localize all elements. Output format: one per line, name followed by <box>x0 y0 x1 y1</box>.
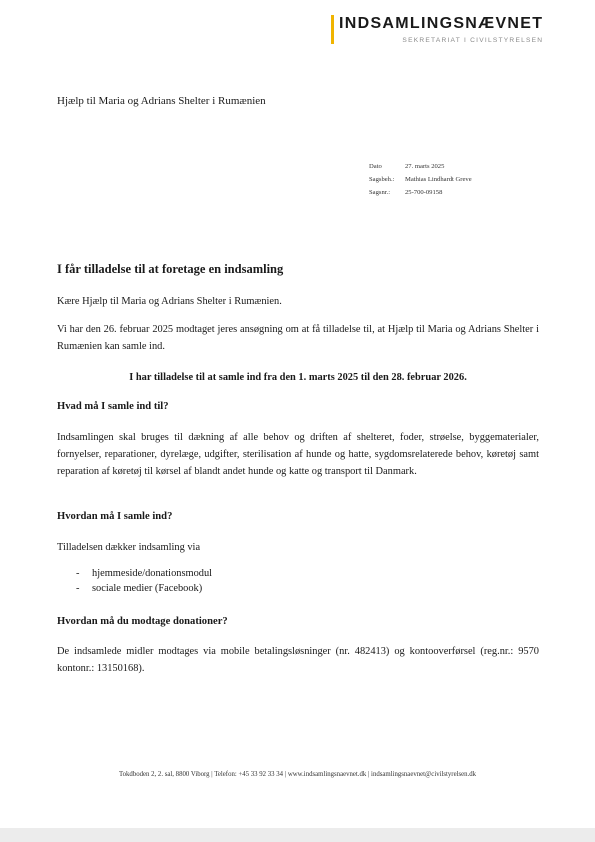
method-paragraph: Tilladelsen dækker indsamling via <box>57 542 201 553</box>
salutation: Kære Hjælp til Maria og Adrians Shelter i Rumænien. <box>57 296 282 307</box>
footer-contact: Tokdboden 2, 2. sal, 8800 Viborg | Telefon: +45 33 92 33 34 | www.indsamlingsnaevnet.dk | indsamlingsnaevnet@civilstyrelsen.dk <box>118 771 477 778</box>
purpose-heading: Hvad må I samle ind til? <box>57 401 169 412</box>
purpose-paragraph: Indsamlingen skal bruges til dækning af alle behov og driften af shelteret, foder, strøelse, byggematerialer, fornyelser, reparationer, dyrelæge, udgifter, sterilisation af hunde og hatte, sygdomsrelaterede behov, køretøj samt reparation af køretøj til kørsel af blandt andet hunde og katte og transport til Danmark. <box>57 432 539 477</box>
meta-label: Sagsnr.: <box>369 189 391 196</box>
meta-value: 27. marts 2025 <box>405 163 445 170</box>
page-bottom-band <box>0 828 595 842</box>
method-heading: Hvordan må I samle ind? <box>57 511 173 522</box>
meta-row-date <box>369 160 472 173</box>
letter-title: I får tilladelse til at foretage en indsamling <box>57 262 284 276</box>
donations-heading: Hvordan må du modtage donationer? <box>57 616 228 627</box>
permission-statement: I har tilladelse til at samle ind fra den 1. marts 2025 til den 28. februar 2026. <box>129 372 467 383</box>
channel-list <box>76 566 212 596</box>
donations-paragraph: De indsamlede midler modtages via mobile betalingsløsninger (nr. 482413) og kontooverførsel (reg.nr.: 9570 kontonr.: 13150168). <box>57 646 539 674</box>
org-subtitle: SEKRETARIAT I CIVILSTYRELSEN <box>402 37 544 44</box>
intro-paragraph: Vi har den 26. februar 2025 modtaget jeres ansøgning om at få tilladelse til, at Hjælp til Maria og Adrians Shelter i Rumænien kan samle ind. <box>57 324 539 352</box>
meta-row-case-number <box>369 186 472 199</box>
meta-label: Sagsbeh.: <box>369 176 395 183</box>
list-item: - sociale medier (Facebook) <box>76 583 203 594</box>
meta-row-case-handler <box>369 173 472 186</box>
list-item: - hjemmeside/donationsmodul <box>76 568 213 579</box>
recipient-name: Hjælp til Maria og Adrians Shelter i Rumænien <box>57 95 266 107</box>
meta-value: Mathias Lindhardt Greve <box>405 176 472 183</box>
org-name: INDSAMLINGSNÆVNET <box>339 15 544 32</box>
channel-label: sociale medier (Facebook) <box>92 583 203 594</box>
channel-label: hjemmeside/donationsmodul <box>92 568 213 579</box>
org-logo <box>331 15 543 44</box>
meta-value: 25-700-09158 <box>405 189 443 196</box>
case-metadata <box>369 160 472 199</box>
meta-label: Dato <box>369 163 382 170</box>
